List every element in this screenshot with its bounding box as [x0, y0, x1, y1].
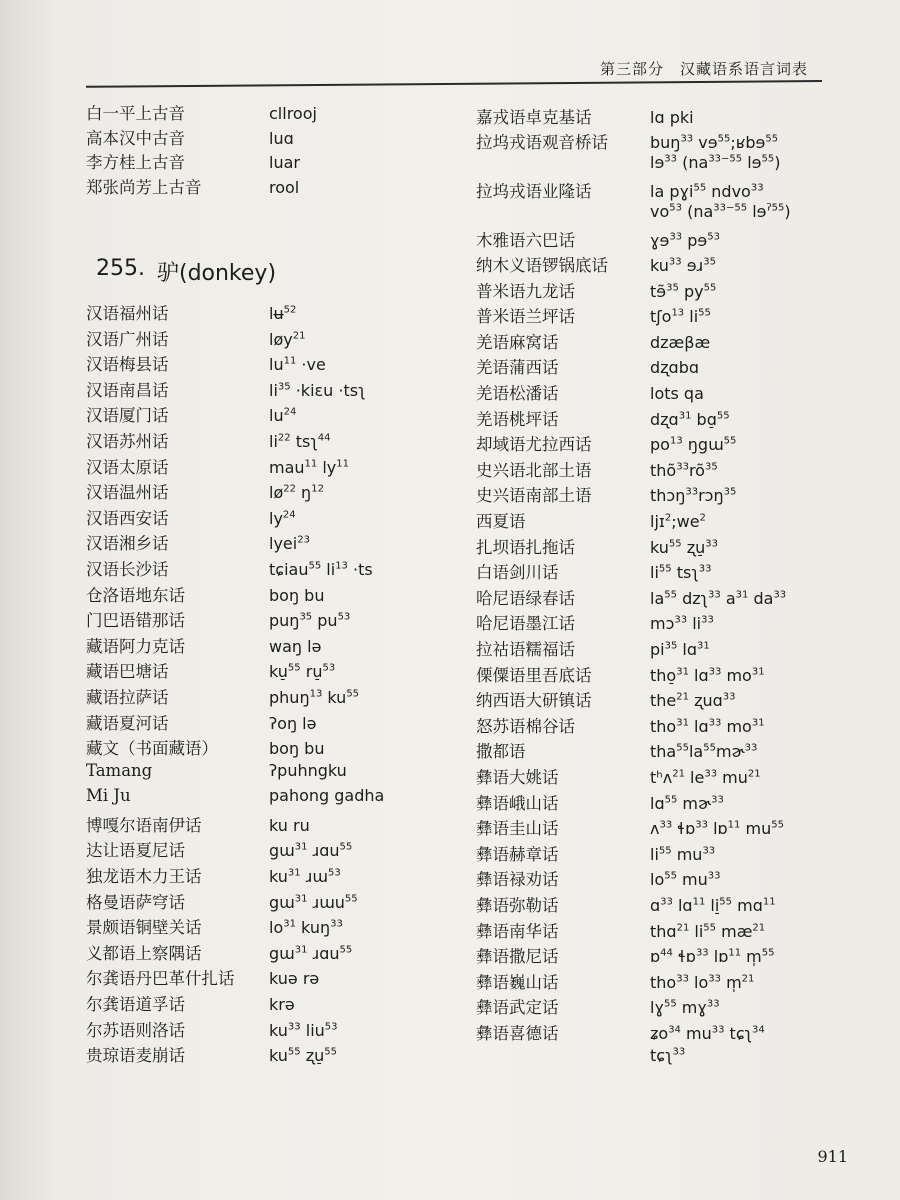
word-entry [476, 585, 856, 611]
language-name: 汉语广州话 [86, 329, 169, 349]
word-entry [86, 863, 466, 889]
language-name: 撒都语 [476, 742, 526, 762]
phonetic-form: lots qa [650, 384, 704, 404]
language-name: 普米语九龙话 [476, 281, 575, 301]
phonetic-form: ɣɘ$^{33}$ pɘ$^{53}$ [650, 230, 720, 250]
phonetic-form: gɯ$^{31}$ ɹɯu$^{55}$ [269, 892, 358, 912]
language-name: 汉语梅县话 [86, 355, 169, 375]
word-entry [476, 329, 856, 355]
phonetic-form: ʔpuhngku [269, 760, 347, 780]
word-entry [476, 610, 856, 636]
phonetic-form: ɑ$^{33}$ lɑ$^{11}$ li̠$^{55}$ mɑ$^{11}$ [650, 895, 776, 915]
language-name: 彝语南华话 [476, 921, 559, 941]
language-name: 汉语苏州话 [86, 431, 169, 451]
language-name: 羌语蒲西话 [476, 358, 559, 378]
word-entry [86, 505, 466, 531]
phonetic-form: lʉ$^{52}$ [269, 304, 297, 323]
word-entry [476, 969, 856, 995]
language-name: 高本汉中古音 [86, 128, 185, 148]
phonetic-form: $thõ^{33}rõ^{35}$ [650, 460, 718, 480]
word-entry [476, 1046, 856, 1072]
language-name: 尔苏语则洛话 [86, 1020, 185, 1040]
language-name: 汉语长沙话 [86, 559, 169, 579]
language-name: 汉语温州话 [86, 483, 169, 503]
word-entry [86, 812, 466, 838]
language-name: 义都语上察隅话 [86, 943, 202, 963]
phonetic-form: $ljɪ^2;we^2$ [650, 512, 706, 532]
language-name: 彝语赫章话 [476, 844, 559, 864]
phonetic-form: ʑo$^{34}$ $mu^{33}$ tɕʅ$^{34}$ [650, 1023, 765, 1043]
word-entry [476, 866, 856, 892]
phonetic-form: $ku^{31}$ ɹɯ$^{53}$ [269, 867, 341, 887]
phonetic-form: $la^{55}$ dzʅ$^{33}$ $a^{31}$ $da^{33}$ [650, 588, 787, 608]
phonetic-form: lɘ$^{33}$ ($na^{33-55}$ lɘ$^{55}$) [650, 153, 781, 172]
phonetic-form: lyei$^{23}$ [269, 534, 310, 554]
phonetic-form: puŋ$^{35}$ $pu^{53}$ [269, 611, 351, 631]
language-name: 尔龚语道孚话 [86, 995, 185, 1015]
language-name: 彝语禄劝话 [476, 870, 559, 890]
entry-number: 255. [96, 256, 145, 281]
language-name: 彝语圭山话 [476, 819, 559, 839]
word-entry [476, 918, 856, 944]
word-entry [476, 1020, 856, 1046]
phonetic-form: tʰʌ$^{21}$ $le^{33}$ $mu^{21}$ [650, 767, 761, 787]
word-entry [476, 764, 856, 790]
language-name: 普米语兰坪话 [476, 307, 575, 327]
phonetic-form: ku ru [269, 815, 310, 835]
phonetic-form: thɑ$^{21}$ $li^{55}$ $mæ^{21}$ [650, 921, 766, 941]
language-name: 彝语大姚话 [476, 767, 559, 787]
word-entry [86, 684, 466, 710]
phonetic-form: krə [269, 995, 295, 1015]
word-entry [86, 837, 466, 863]
word-entry [476, 713, 856, 739]
phonetic-form: ɒ$^{44}$ ɬɒ$^{33}$ lɒ$^{11}$ m̩$^{55}$ [650, 947, 775, 967]
phonetic-form: luar [269, 153, 300, 172]
language-name: 拉祜语糯福话 [476, 640, 575, 659]
phonetic-form: $li^{55}$ tsʅ$^{33}$ [650, 563, 712, 583]
phonetic-form: cllrooj [269, 104, 317, 123]
phonetic-form: tɕʅ$^{33}$ [650, 1045, 686, 1065]
phonetic-form: dzæβæ [650, 332, 711, 352]
language-name: 白语剑川话 [476, 563, 559, 583]
language-name: 汉语西安话 [86, 508, 169, 528]
donkey-entry-list-left [86, 300, 466, 1068]
word-entry [86, 761, 466, 787]
previous-entry-list [86, 100, 466, 198]
language-name: 仓洛语地东话 [86, 585, 185, 605]
language-name: 藏语巴塘话 [86, 662, 169, 682]
word-entry [476, 457, 856, 483]
word-entry [86, 710, 466, 736]
word-entry [86, 402, 466, 428]
phonetic-form: lɣ$^{55}$ mɣ$^{33}$ [650, 998, 720, 1018]
language-name: 汉语南昌话 [86, 380, 169, 400]
word-entry [476, 303, 856, 329]
phonetic-form: gɯ$^{31}$ ɹɑu$^{55}$ [269, 943, 353, 963]
word-entry [86, 786, 466, 812]
phonetic-form: mɔ$^{33}$ $li^{33}$ [650, 614, 714, 634]
phonetic-form: the$^{21}$ ʐuɑ$^{33}$ [650, 691, 736, 711]
language-name: 博嘎尔语南伊话 [86, 815, 202, 835]
phonetic-form: $li^{22}$ tsʅ$^{44}$ [269, 431, 331, 451]
phonetic-form: phuŋ$^{13}$ $ku^{55}$ [269, 687, 360, 707]
phonetic-form: tho̠$^{31}$ lɑ$^{33}$ $mo^{31}$ [650, 665, 765, 685]
language-name: Mi Ju [86, 786, 131, 806]
language-name: 却域语尤拉西话 [476, 435, 592, 455]
word-entry [86, 125, 466, 150]
word-entry [86, 1042, 466, 1068]
language-name: 郑张尚芳上古音 [86, 177, 202, 197]
word-entry [476, 790, 856, 816]
word-entry [476, 738, 856, 764]
phonetic-form: $ly^{24}$ [269, 508, 296, 528]
word-entry [86, 300, 466, 326]
phonetic-form: $lu^{24}$ [269, 406, 297, 426]
phonetic-form: la pɣi$^{55}$ ndvo$^{33}$ [650, 181, 764, 201]
language-name: 藏语拉萨话 [86, 687, 169, 707]
word-entry [476, 892, 856, 918]
language-name: 拉坞戎语观音桥话 [476, 132, 608, 152]
language-name: 汉语福州话 [86, 304, 169, 323]
language-name: 达让语夏尼话 [86, 841, 185, 861]
phonetic-form: gɯ$^{31}$ ɹɑu$^{55}$ [269, 841, 353, 861]
phonetic-form: boŋ bu [269, 739, 325, 759]
word-entry [476, 534, 856, 560]
language-name: 汉语太原话 [86, 457, 169, 477]
donkey-entry-list-right [476, 227, 856, 1072]
phonetic-form: $po^{13}$ ŋgɯ$^{55}$ [650, 435, 737, 455]
word-entry [476, 153, 856, 178]
phonetic-form: $lø^{22}$ $ŋ^{12}$ [269, 483, 324, 503]
word-entry [86, 174, 466, 199]
language-name: 彝语撒尼话 [476, 947, 559, 967]
word-entry [86, 479, 466, 505]
phonetic-form: $vo^{53}$ ($na^{33-55}$ lɘ$^{ʔ55}$) [650, 202, 791, 221]
language-name: 羌语松潘话 [476, 384, 559, 404]
page-number: 911 [817, 1147, 848, 1166]
language-name: 汉语湘乡话 [86, 534, 169, 554]
phonetic-form: dʐɑbɑ [650, 358, 700, 378]
word-entry [86, 149, 466, 174]
entry-title: 驴(donkey) [156, 261, 277, 286]
word-entry [86, 889, 466, 915]
word-entry [86, 428, 466, 454]
language-name: 藏语阿力克话 [86, 636, 185, 656]
phonetic-form: $li^{55}$ $mu^{33}$ [650, 844, 716, 864]
phonetic-form: $ku^{33}$ liu$^{53}$ [269, 1020, 338, 1040]
language-name: 贵琼语麦崩话 [86, 1046, 185, 1066]
word-entry [476, 202, 856, 227]
language-name: 独龙语木力王话 [86, 867, 202, 887]
word-entry [86, 530, 466, 556]
word-entry [476, 841, 856, 867]
language-name: 纳西语大研镇话 [476, 691, 592, 711]
word-entry [476, 278, 856, 304]
word-entry [476, 431, 856, 457]
running-head: 第三部分 汉藏语系语言词表 [599, 60, 808, 78]
language-name: 彝语巍山话 [476, 972, 559, 992]
phonetic-form: boŋ bu [269, 585, 325, 605]
phonetic-form: luɑ [269, 128, 294, 148]
phonetic-form: kuə rə [269, 969, 320, 989]
phonetic-form: mau$^{11}$ $ly^{11}$ [269, 457, 349, 477]
phonetic-form: buŋ$^{33}$ vɘ$^{55}$;ʁbɘ$^{55}$ [650, 132, 779, 152]
word-entry [476, 482, 856, 508]
language-name: 怒苏语棉谷话 [476, 716, 575, 736]
phonetic-form: $lu^{11} \cdot ve$ [269, 355, 326, 375]
word-entry [476, 227, 856, 253]
language-name: 羌语桃坪话 [476, 409, 559, 429]
word-entry [476, 662, 856, 688]
previous-entry-list-right [476, 104, 856, 227]
phonetic-form: $lo^{55}$ $mu^{33}$ [650, 870, 721, 890]
word-entry [476, 104, 856, 129]
word-entry [86, 1017, 466, 1043]
language-name: 拉坞戎语业隆话 [476, 181, 592, 201]
phonetic-form: tho$^{33}$ $lo^{33}$ m̩$^{21}$ [650, 972, 755, 992]
language-name: 扎坝语扎拖话 [476, 537, 575, 557]
phonetic-form: løy$^{21}$ [269, 329, 306, 349]
word-entry [86, 556, 466, 582]
language-name: 景颇语铜壁关话 [86, 918, 202, 938]
phonetic-form: tɘ̃$^{35}$ $py^{55}$ [650, 281, 717, 301]
language-name: 木雅语六巴话 [476, 230, 575, 250]
word-entry [86, 607, 466, 633]
entry-heading [96, 256, 466, 300]
word-entry [86, 735, 466, 761]
phonetic-form: lɑ pki [650, 108, 694, 127]
language-name: 西夏语 [476, 512, 526, 532]
phonetic-form: lɑ$^{55}$ mɚ$^{33}$ [650, 793, 724, 813]
language-name: 彝语喜德话 [476, 1023, 559, 1043]
language-name: 门巴语错那话 [86, 611, 185, 631]
word-entry [86, 940, 466, 966]
phonetic-form: ʌ$^{33}$ ɬɒ$^{33}$ lɒ$^{11}$ $mu^{55}$ [650, 819, 784, 839]
language-name: 傈僳语里吾底话 [476, 665, 592, 685]
word-entry [86, 633, 466, 659]
phonetic-form: $pi^{35}$ lɑ$^{31}$ [650, 640, 710, 659]
word-entry [86, 326, 466, 352]
word-entry [86, 377, 466, 403]
word-entry [86, 965, 466, 991]
language-name: 彝语武定话 [476, 998, 559, 1018]
phonetic-form: pahong gadha [269, 786, 385, 806]
phonetic-form: thɔŋ$^{33}$rɔŋ$^{35}$ [650, 486, 737, 506]
phonetic-form: ku̠$^{55}$ ru̠$^{53}$ [269, 662, 336, 682]
phonetic-form: $ku^{55}$ ʐu̠$^{55}$ [269, 1046, 338, 1066]
language-name: 彝语峨山话 [476, 793, 559, 813]
language-name: 纳木义语锣锅底话 [476, 256, 608, 276]
phonetic-form: $li^{35}$ ·kiɛu ·tsʅ [269, 380, 366, 400]
word-entry [476, 129, 856, 154]
word-entry [476, 178, 856, 203]
language-name: 藏语夏河话 [86, 713, 169, 733]
language-name: 藏文（书面藏语） [86, 739, 218, 759]
left-column [86, 100, 466, 1068]
language-name: 哈尼语墨江话 [476, 614, 575, 634]
phonetic-form: waŋ lə [269, 636, 322, 656]
word-entry [86, 658, 466, 684]
section-gap [86, 198, 466, 256]
word-entry [476, 636, 856, 662]
language-name: 哈尼语绿春话 [476, 588, 575, 608]
word-entry [86, 991, 466, 1017]
language-name: 李方桂上古音 [86, 153, 185, 172]
language-name: 格曼语萨穹话 [86, 892, 185, 912]
language-name: 尔龚语丹巴革什扎话 [86, 969, 235, 989]
phonetic-form: $lo^{31}$ kuŋ$^{33}$ [269, 918, 343, 938]
language-name: 彝语弥勒话 [476, 895, 559, 915]
language-name: 羌语麻窝话 [476, 332, 559, 352]
phonetic-form: ʔoŋ lə [269, 713, 317, 733]
phonetic-form: tho$^{31}$ lɑ$^{33}$ $mo^{31}$ [650, 716, 765, 736]
word-entry [476, 994, 856, 1020]
phonetic-form: tʃo$^{13}$ $li^{55}$ [650, 307, 711, 327]
word-entry [476, 380, 856, 406]
phonetic-form: tɕiau$^{55}$ $li^{13} \cdot ts$ [269, 559, 373, 579]
phonetic-form: $tha^{55}la^{55}mɚ^{33}$ [650, 742, 758, 762]
word-entry [86, 454, 466, 480]
word-entry [476, 406, 856, 432]
phonetic-form: $ku^{55}$ ʐu̠$^{33}$ [650, 537, 719, 557]
word-entry [476, 252, 856, 278]
language-name: 白一平上古音 [86, 104, 185, 123]
right-column [476, 104, 856, 1071]
word-entry [476, 354, 856, 380]
word-entry [86, 582, 466, 608]
language-name: Tamang [86, 760, 153, 780]
language-name: 汉语厦门话 [86, 406, 169, 426]
language-name: 嘉戎语卓克基话 [476, 108, 592, 127]
phonetic-form: rool [269, 177, 300, 197]
phonetic-form: dʐɑ$^{31}$ bɑ̠$^{55}$ [650, 409, 730, 429]
language-name: 史兴语北部土语 [476, 460, 592, 480]
word-entry [86, 100, 466, 125]
header-rule [86, 80, 822, 88]
word-entry [476, 943, 856, 969]
phonetic-form: $ku^{33}$ ɘɹ$^{35}$ [650, 256, 716, 276]
word-entry [86, 914, 466, 940]
word-entry [86, 351, 466, 377]
word-entry [476, 559, 856, 585]
word-entry [476, 687, 856, 713]
language-name: 史兴语南部土语 [476, 486, 592, 506]
word-entry [476, 815, 856, 841]
word-entry [476, 508, 856, 534]
